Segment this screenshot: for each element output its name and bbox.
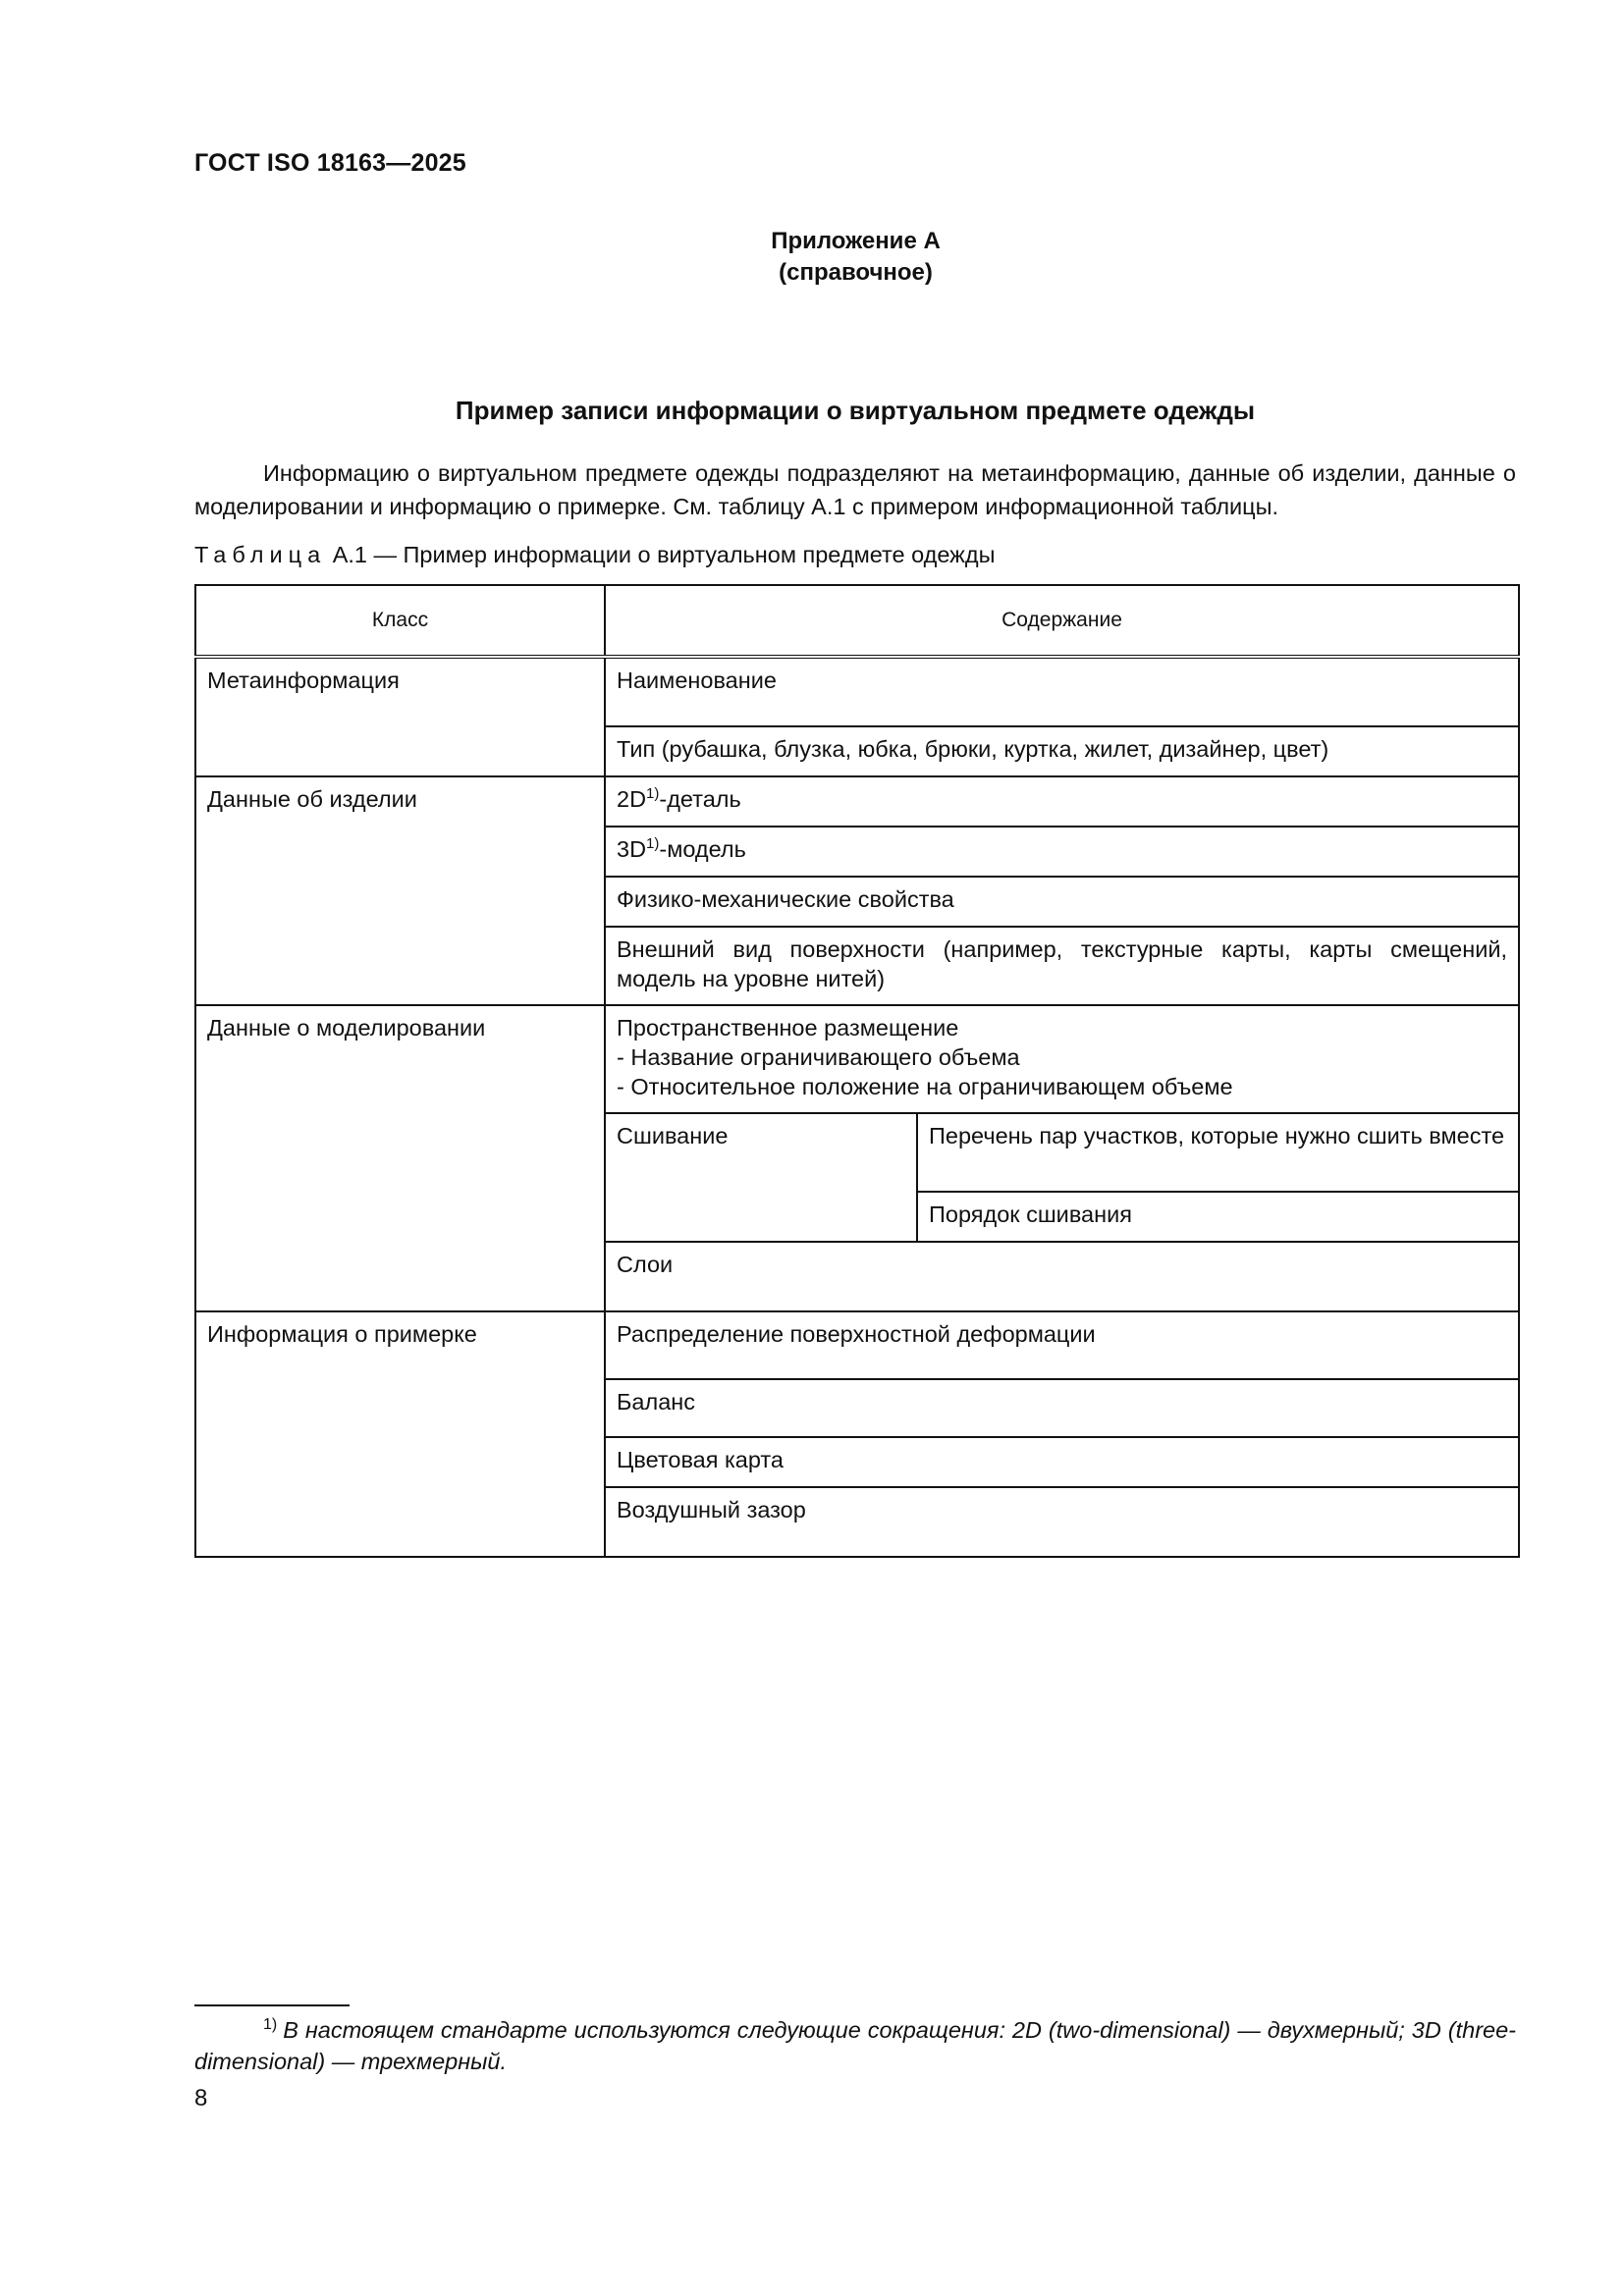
content-cell: Цветовая карта xyxy=(605,1437,1519,1487)
appendix-title: Приложение А xyxy=(771,228,941,254)
table-caption-label: Таблица xyxy=(194,542,327,567)
class-cell-meta: Метаинформация xyxy=(195,657,605,776)
class-cell-fitting: Информация о примерке xyxy=(195,1311,605,1557)
placement-item: - Название ограничивающего объема xyxy=(617,1044,1020,1070)
footnote xyxy=(194,2014,1516,2077)
header-class: Класс xyxy=(195,585,605,657)
content-cell: Перечень пар участков, которые нужно сшить вместе xyxy=(917,1113,1519,1192)
model-3d-prefix: 3D xyxy=(617,836,647,862)
footnote-mark: 1) xyxy=(263,2016,278,2034)
table-row xyxy=(195,1005,1519,1113)
content-cell: Слои xyxy=(605,1242,1519,1311)
class-cell-modeling: Данные о моделировании xyxy=(195,1005,605,1311)
table-row xyxy=(195,1311,1519,1379)
content-cell: Баланс xyxy=(605,1379,1519,1437)
content-cell: Внешний вид поверхности (например, текстурные карты, карты смещений, модель на уровне нитей) xyxy=(605,927,1519,1005)
sewing-cell: Сшивание xyxy=(605,1113,917,1242)
table-caption xyxy=(194,542,996,568)
info-table xyxy=(194,584,1520,1558)
header-content: Содержание xyxy=(605,585,1519,657)
part-2d-prefix: 2D xyxy=(617,786,647,812)
part-2d-suffix: -деталь xyxy=(659,786,741,812)
content-cell xyxy=(605,776,1519,827)
content-cell: Тип (рубашка, блузка, юбка, брюки, куртка, жилет, дизайнер, цвет) xyxy=(605,726,1519,776)
page-number: 8 xyxy=(194,2085,208,2111)
content-cell: Воздушный зазор xyxy=(605,1487,1519,1557)
placement-title: Пространственное размещение xyxy=(617,1015,959,1041)
intro-paragraph xyxy=(194,456,1516,523)
content-cell: Наименование xyxy=(605,657,1519,726)
model-3d-suffix: -модель xyxy=(659,836,746,862)
footnote-divider xyxy=(194,2004,350,2006)
section-title: Пример записи информации о виртуальном предмете одежды xyxy=(455,396,1256,425)
class-cell-product: Данные об изделии xyxy=(195,776,605,1005)
intro-text: Информацию о виртуальном предмете одежды подразделяют на метаинформацию, данные об изделии, данные о моделировании и информацию о примерке. См. таблицу А.1 с примером информационной таблицы. xyxy=(194,460,1516,519)
table-row xyxy=(195,657,1519,726)
footnote-text: В настоящем стандарте используются следующие сокращения: 2D (two-dimensional) — двухмерный; 3D (three-dimensional) — трехмерный. xyxy=(194,2017,1516,2074)
table-caption-text: А.1 — Пример информации о виртуальном предмете одежды xyxy=(332,542,996,567)
content-cell: Порядок сшивания xyxy=(917,1192,1519,1242)
footnote-ref: 1) xyxy=(646,835,660,853)
content-cell xyxy=(605,1005,1519,1113)
footnote-ref: 1) xyxy=(646,785,660,803)
appendix-kind: (справочное) xyxy=(779,259,933,286)
content-cell: Физико-механические свойства xyxy=(605,877,1519,927)
content-cell: Распределение поверхностной деформации xyxy=(605,1311,1519,1379)
document-header: ГОСТ ISO 18163—2025 xyxy=(194,149,466,177)
table-header-row xyxy=(195,585,1519,657)
table-row xyxy=(195,776,1519,827)
content-cell xyxy=(605,827,1519,877)
placement-item: - Относительное положение на ограничивающем объеме xyxy=(617,1074,1233,1099)
